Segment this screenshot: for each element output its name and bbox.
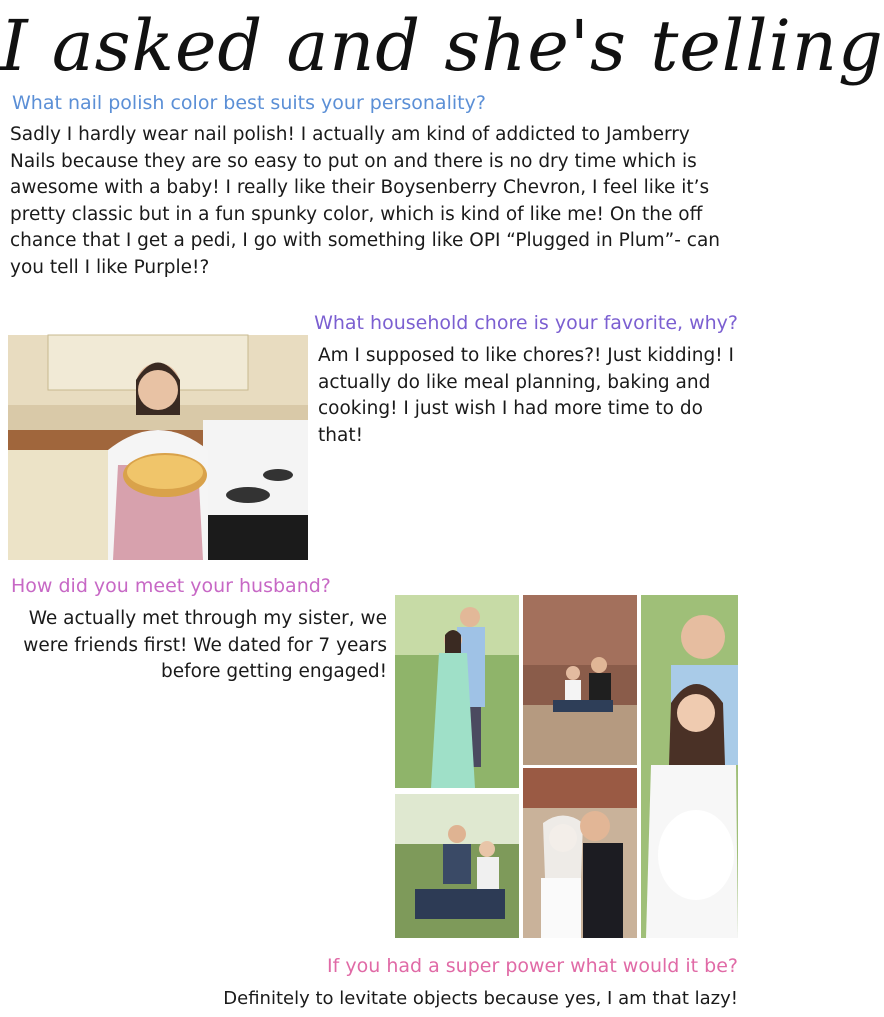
photo-couple-sitting [523, 595, 637, 765]
answer-meet-husband: We actually met through my sister, we were friends first! We dated for 7 years before getting engaged! [23, 608, 387, 682]
photo-wedding-kiss [523, 768, 637, 938]
question-nail-polish: What nail polish color best suits your personality? [12, 92, 486, 114]
answer-nail-polish: Sadly I hardly wear nail polish! I actually am kind of addicted to Jamberry Nails because they are so easy to put on and there is no dry time which is awesome with a baby! I really like their Boysenberry Chevron, I feel like it’s pretty classic but in a fun spunky color, which is kind of like me! On the off chance that I get a pedi, I go with something like OPI “Plugged in Plum”- can you tell I like Purple!? [10, 124, 721, 278]
photo-couple-standing [395, 595, 519, 788]
photo-maternity-portrait [641, 595, 738, 938]
question-super-power: If you had a super power what would it be? [327, 955, 738, 977]
page-title: I asked and she's telling [0, 5, 884, 87]
question-household-chore: What household chore is your favorite, why? [314, 312, 738, 334]
answer-household-chore: Am I supposed to like chores?! Just kidding! I actually do like meal planning, baking and cooking! I just wish I had more time to do that! [318, 345, 734, 446]
answer-super-power: Definitely to levitate objects because yes, I am that lazy! [223, 988, 738, 1009]
photo-couple-tree [395, 794, 519, 938]
question-meet-husband: How did you meet your husband? [11, 575, 331, 597]
kitchen-photo [8, 335, 308, 560]
